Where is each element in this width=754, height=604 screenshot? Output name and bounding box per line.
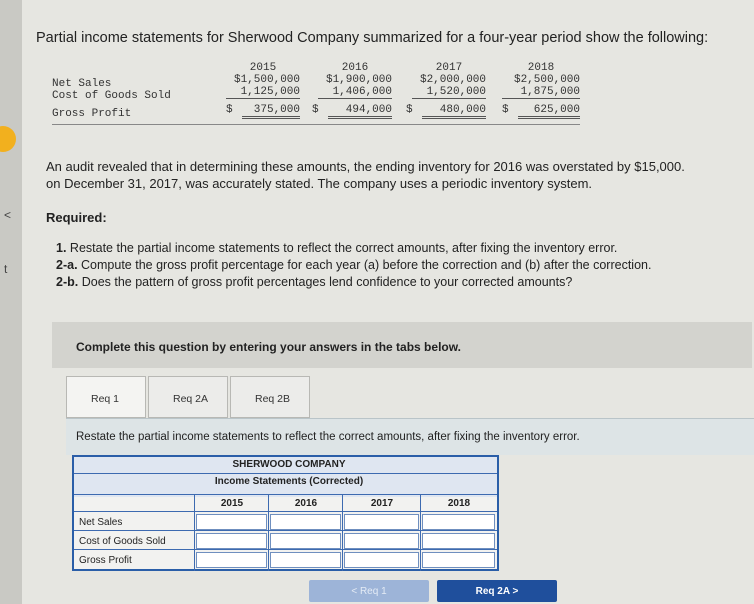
- req-2a-number: 2-a.: [56, 258, 78, 272]
- summary-rule: [52, 124, 580, 125]
- net-sales-2018: $2,500,000: [513, 74, 580, 86]
- gp-2018: 625,000: [518, 104, 580, 119]
- label-gross-profit: Gross Profit: [52, 108, 132, 120]
- year-2015: 2015: [249, 62, 277, 74]
- cogs-2017-input[interactable]: [344, 533, 419, 549]
- cogs-2017: 1,520,000: [412, 86, 486, 99]
- audit-paragraph: [46, 158, 754, 192]
- year-header-2017: 2017: [370, 498, 394, 509]
- gp-2015: 375,000: [242, 104, 300, 119]
- required-heading: Required:: [46, 210, 107, 225]
- next-req-2a-button[interactable]: Req 2A >: [437, 580, 557, 602]
- collapse-arrow-icon[interactable]: <: [4, 208, 12, 222]
- requirement-2a: [56, 257, 651, 274]
- left-edge-strip: [0, 0, 22, 604]
- requirement-2b: [56, 274, 651, 291]
- req-2b-text: Does the pattern of gross profit percentages lend confidence to your corrected amounts?: [81, 275, 573, 289]
- gp-sign-2016: $: [312, 104, 319, 116]
- gross-profit-2017-input[interactable]: [344, 552, 419, 568]
- statement-subtitle: Income Statements (Corrected): [214, 476, 364, 487]
- audit-line-1: An audit revealed that in determining these amounts, the ending inventory for 2016 was overstated by $15,000.: [46, 159, 685, 174]
- requirement-1: [56, 240, 651, 257]
- cogs-2016: 1,406,000: [318, 86, 392, 99]
- net-sales-2015: $1,500,000: [233, 74, 300, 86]
- gp-sign-2015: $: [226, 104, 233, 116]
- gross-profit-2016-input[interactable]: [270, 552, 341, 568]
- net-sales-2015-input[interactable]: [196, 514, 267, 530]
- complete-instruction: Complete this question by entering your answers in the tabs below.: [76, 340, 461, 354]
- tab-instruction-bar: [66, 418, 754, 455]
- net-sales-2017: $2,000,000: [419, 74, 486, 86]
- label-net-sales: Net Sales: [52, 78, 112, 90]
- req-2b-number: 2-b.: [56, 275, 79, 289]
- cogs-2016-input[interactable]: [270, 533, 341, 549]
- question-title: Partial income statements for Sherwood Company summarized for a four-year period show the following:: [36, 30, 709, 46]
- year-2016: 2016: [341, 62, 369, 74]
- cogs-2015-input[interactable]: [196, 533, 267, 549]
- year-2017: 2017: [435, 62, 463, 74]
- year-header-2016: 2016: [294, 498, 318, 509]
- requirements-list: [56, 240, 651, 291]
- gross-profit-2018-input[interactable]: [422, 552, 495, 568]
- row-label-cogs: Cost of Goods Sold: [79, 536, 166, 547]
- tab-req-1[interactable]: Req 1: [66, 376, 146, 418]
- net-sales-2016-input[interactable]: [270, 514, 341, 530]
- year-header-2018: 2018: [447, 498, 471, 509]
- cogs-2018: 1,875,000: [502, 86, 580, 99]
- req-1-number: 1.: [56, 241, 67, 255]
- net-sales-2017-input[interactable]: [344, 514, 419, 530]
- company-name: SHERWOOD COMPANY: [232, 459, 346, 470]
- req-1-text: Restate the partial income statements to reflect the correct amounts, after fixing the inventory error.: [69, 241, 618, 255]
- question-page: [22, 0, 754, 604]
- cogs-2018-input[interactable]: [422, 533, 495, 549]
- label-cogs: Cost of Goods Sold: [52, 90, 171, 102]
- complete-question-box: [52, 322, 752, 368]
- cogs-2015: 1,125,000: [226, 86, 300, 99]
- row-label-gross-profit: Gross Profit: [79, 555, 132, 566]
- corrected-income-table: [72, 455, 499, 571]
- gp-sign-2018: $: [502, 104, 509, 116]
- req-2a-text: Compute the gross profit percentage for each year (a) before the correction and (b) after the correction.: [81, 258, 652, 272]
- net-sales-2016: $1,900,000: [325, 74, 392, 86]
- gp-2017: 480,000: [422, 104, 486, 119]
- gp-2016: 494,000: [328, 104, 392, 119]
- audit-line-2: on December 31, 2017, was accurately stated. The company uses a periodic inventory system.: [46, 176, 593, 191]
- row-label-net-sales: Net Sales: [79, 517, 123, 528]
- year-2018: 2018: [527, 62, 555, 74]
- prev-req-button[interactable]: < Req 1: [309, 580, 429, 602]
- gross-profit-2015-input[interactable]: [196, 552, 267, 568]
- edge-letter: t: [4, 262, 8, 276]
- tab-req-2a[interactable]: Req 2A: [148, 376, 228, 418]
- tab-instruction: Restate the partial income statements to reflect the correct amounts, after fixing the inventory error.: [76, 431, 580, 443]
- year-header-2015: 2015: [220, 498, 244, 509]
- tab-req-2b[interactable]: Req 2B: [230, 376, 310, 418]
- gp-sign-2017: $: [406, 104, 413, 116]
- net-sales-2018-input[interactable]: [422, 514, 495, 530]
